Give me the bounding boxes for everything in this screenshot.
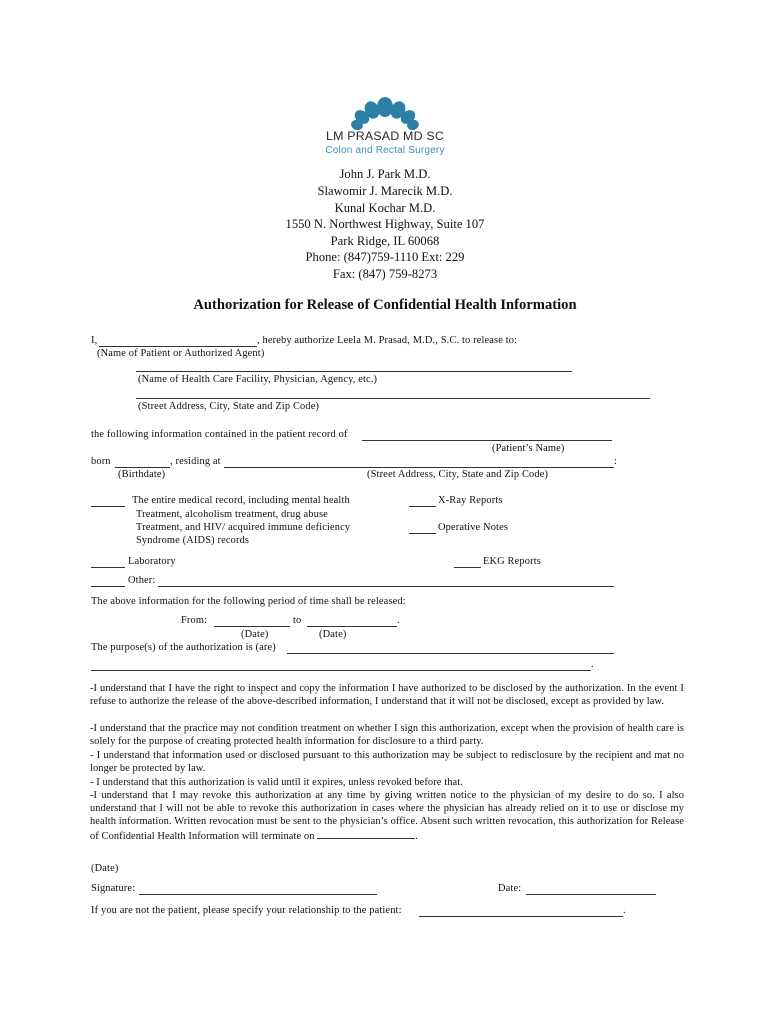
laboratory-checkbox[interactable] bbox=[91, 567, 125, 568]
signature-label: Signature: bbox=[91, 883, 136, 894]
residing-label: , residing at bbox=[170, 456, 221, 467]
residence-caption: (Street Address, City, State and Zip Code) bbox=[367, 469, 549, 480]
operative-label: Operative Notes bbox=[438, 522, 509, 533]
patient-caption: (Name of Patient or Authorized Agent) bbox=[97, 348, 265, 359]
medical-record-label-2: Treatment, alcoholism treatment, drug abuse bbox=[136, 509, 328, 520]
header-address-street: 1550 N. Northwest Highway, Suite 107 bbox=[285, 217, 485, 231]
relationship-field[interactable] bbox=[419, 916, 623, 917]
birthdate-caption: (Birthdate) bbox=[118, 469, 166, 480]
facility-name-field[interactable] bbox=[136, 371, 572, 372]
born-label: born bbox=[91, 456, 111, 467]
patient-name-field[interactable] bbox=[99, 346, 257, 347]
relationship-end: . bbox=[623, 905, 626, 916]
purpose-end: . bbox=[591, 659, 594, 670]
medical-record-label-4: Syndrome (AIDS) records bbox=[136, 535, 250, 546]
purpose-label: The purpose(s) of the authorization is (are) bbox=[91, 642, 276, 653]
facility-address-field[interactable] bbox=[136, 398, 650, 399]
other-label: Other: bbox=[128, 575, 156, 586]
period-end: . bbox=[397, 615, 400, 626]
termination-date-field[interactable] bbox=[317, 829, 415, 839]
ekg-label: EKG Reports bbox=[483, 556, 541, 567]
from-label: From: bbox=[181, 615, 208, 626]
from-date-field[interactable] bbox=[214, 626, 290, 627]
page-title: Authorization for Release of Confidential Health Information bbox=[193, 297, 577, 313]
patients-name-caption: (Patient’s Name) bbox=[492, 443, 565, 454]
header-physician-2: Slawomir J. Marecik M.D. bbox=[317, 184, 453, 198]
date-label: (Date) bbox=[91, 863, 119, 874]
operative-checkbox[interactable] bbox=[409, 533, 436, 534]
practice-logo bbox=[310, 96, 460, 160]
to-date-field[interactable] bbox=[307, 626, 397, 627]
header-phone: Phone: (847)759-1110 Ext: 229 bbox=[305, 250, 465, 264]
term-inspect-copy: -I understand that I have the right to inspect and copy the information I have authorized to be disclosed by the authorization. In the event I refuse to authorize the release of the above-described information, I understand that it will not be disclosed, except as provided by law. bbox=[90, 683, 684, 708]
authorize-text: , hereby authorize Leela M. Prasad, M.D., S.C. to release to: bbox=[257, 335, 518, 346]
relationship-label: If you are not the patient, please specify your relationship to the patient: bbox=[91, 905, 402, 916]
patient-name-record-field[interactable] bbox=[362, 440, 612, 441]
other-checkbox[interactable] bbox=[91, 586, 125, 587]
purpose-field-1[interactable] bbox=[287, 653, 614, 654]
terms-end: . bbox=[415, 830, 418, 842]
facility-caption: (Name of Health Care Facility, Physician, Agency, etc.) bbox=[138, 374, 378, 385]
laboratory-label: Laboratory bbox=[128, 556, 176, 567]
header-physician-3: Kunal Kochar M.D. bbox=[334, 201, 436, 215]
purpose-field-2[interactable] bbox=[91, 670, 591, 671]
term-no-condition: -I understand that the practice may not condition treatment on whether I sign this authorization, except when the provision of health care is solely for the purpose of creating protected health information for disclosure to a third party. bbox=[90, 723, 684, 748]
medical-record-checkbox[interactable] bbox=[91, 506, 125, 507]
medical-record-label-3: Treatment, and HIV/ acquired immune deficiency bbox=[136, 522, 351, 533]
term-redisclosure: - I understand that information used or disclosed pursuant to this authorization may be subject to redisclosure by the recipient and mat no longer be protected by law. bbox=[90, 750, 684, 775]
period-text: The above information for the following period of time shall be released: bbox=[91, 596, 406, 607]
term-revocation-text: -I understand that I may revoke this authorization at any time by giving written notice to the physician of my desire to do so. I also understand that I will not be able to revoke this authorization in cases where the physician has already relied on it to use or disclose my health information. Written revocation must be sent to the physician’s office. Absent such written revocation, this authorization for Release of Confidential Health Information will terminate on bbox=[90, 790, 684, 842]
sign-date-label: Date: bbox=[498, 883, 522, 894]
to-label: to bbox=[293, 615, 302, 626]
signature-field[interactable] bbox=[139, 894, 377, 895]
record-of-text: the following information contained in the patient record of bbox=[91, 429, 348, 440]
authorize-prefix: I, bbox=[91, 335, 98, 346]
fan-logo-icon bbox=[310, 96, 460, 132]
medical-record-label-1: The entire medical record, including mental health bbox=[132, 495, 350, 506]
to-date-caption: (Date) bbox=[319, 629, 347, 640]
header-address-city: Park Ridge, IL 60068 bbox=[330, 234, 440, 248]
logo-tagline: Colon and Rectal Surgery bbox=[325, 145, 445, 156]
xray-checkbox[interactable] bbox=[409, 506, 436, 507]
birthdate-field[interactable] bbox=[115, 467, 170, 468]
header-physician-1: John J. Park M.D. bbox=[339, 167, 431, 181]
address-caption: (Street Address, City, State and Zip Code) bbox=[138, 401, 320, 412]
xray-label: X-Ray Reports bbox=[438, 495, 503, 506]
residence-field[interactable] bbox=[224, 467, 614, 468]
residence-colon: : bbox=[614, 456, 618, 467]
logo-name: LM PRASAD MD SC bbox=[326, 129, 444, 143]
header-fax: Fax: (847) 759-8273 bbox=[332, 267, 438, 281]
term-revocation bbox=[90, 789, 684, 843]
from-date-caption: (Date) bbox=[241, 629, 269, 640]
other-field[interactable] bbox=[158, 586, 614, 587]
sign-date-field[interactable] bbox=[526, 894, 656, 895]
ekg-checkbox[interactable] bbox=[454, 567, 481, 568]
term-validity: - I understand that this authorization is valid until it expires, unless revoked before that. bbox=[90, 777, 463, 788]
